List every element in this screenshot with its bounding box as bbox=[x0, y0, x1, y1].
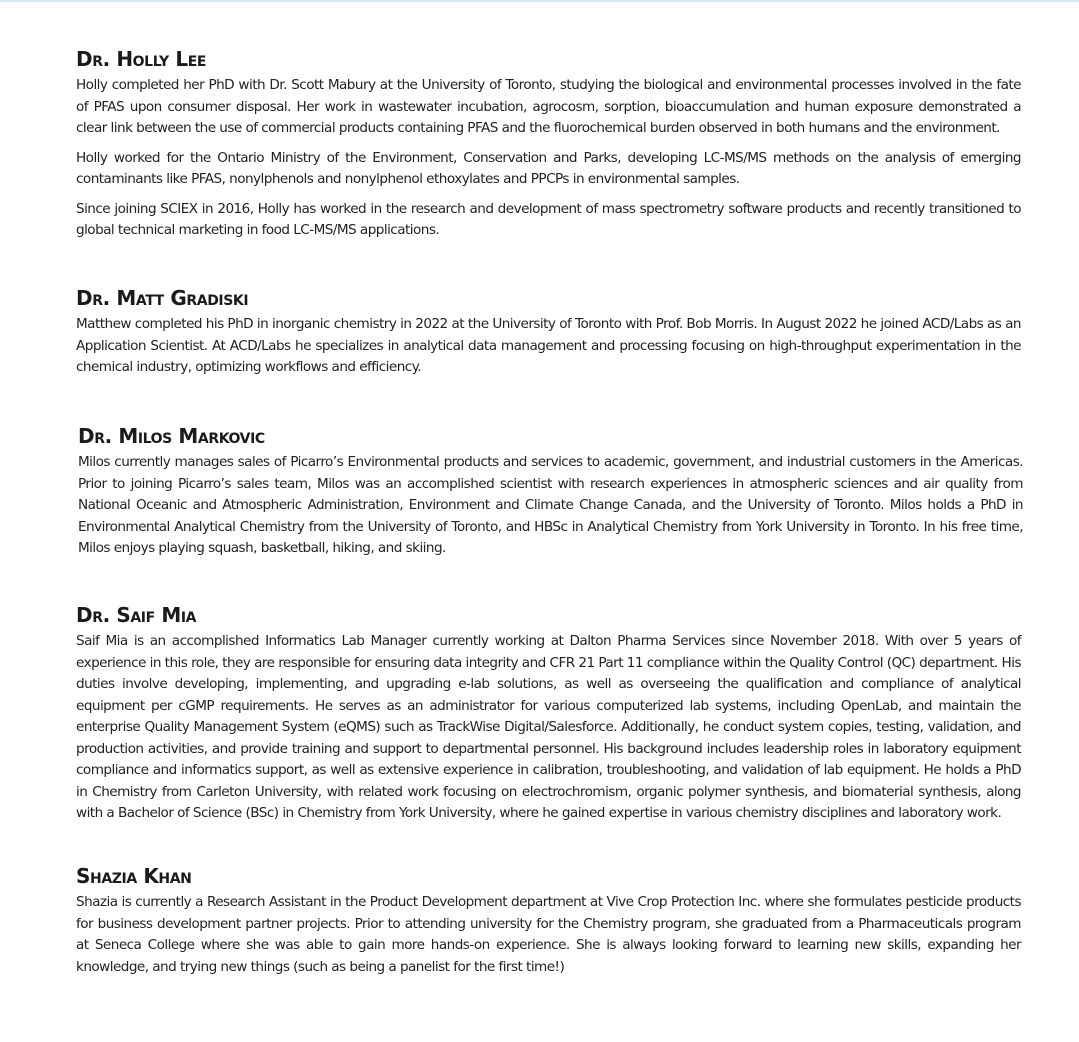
bio-saif-mia bbox=[76, 604, 1021, 833]
bio-paragraph: Saif Mia is an accomplished Informatics Lab Manager currently working at Dalton Pharma Services since November 2018. With over 5 years of experience in this role, they are responsible for ensuring data integrity and CFR 21 Part 11 compliance within the Quality Control (QC) department. His duties involve developing, implementing, and upgrading e-lab solutions, as well as overseeing the qualification and compliance of analytical equipment per cGMP requirements. He serves as an administrator for various computerized lab systems, including OpenLab, and maintain the enterprise Quality Management System (eQMS) such as TrackWise Digital/Salesforce. Additionally, he conduct system copies, testing, validation, and production activities, and provide training and support to departmental personnel. His background includes leadership roles in laboratory equipment compliance and informatics support, as well as extensive experience in calibration, troubleshooting, and validation of lab equipment. He holds a PhD in Chemistry from Carleton University, with related work focusing on electrochromism, organic polymer synthesis, and biomaterial synthesis, along with a Bachelor of Science (BSc) in Chemistry from York University, where he gained expertise in various chemistry disciplines and laboratory work. bbox=[76, 633, 1021, 821]
bio-holly-lee bbox=[76, 48, 1021, 250]
top-divider bbox=[0, 0, 1079, 2]
bio-paragraph: Holly worked for the Ontario Ministry of the Environment, Conservation and Parks, developing LC-MS/MS methods on the analysis of emerging contaminants like PFAS, nonylphenols and nonylphenol ethoxylates and PPCPs in environmental samples. bbox=[76, 149, 1021, 187]
bio-paragraph: Matthew completed his PhD in inorganic chemistry in 2022 at the University of Toronto with Prof. Bob Morris. In August 2022 he joined ACD/Labs as an Application Scientist. At ACD/Labs he specializes in analytical data management and processing focusing on high-throughput experimentation in the chemical industry, optimizing workflows and efficiency. bbox=[76, 316, 1021, 375]
speaker-name: Dr. Milos Markovic bbox=[78, 424, 265, 448]
speaker-name: Dr. Matt Gradiski bbox=[76, 286, 249, 310]
speaker-name: Dr. Holly Lee bbox=[76, 47, 207, 71]
bio-paragraph: Shazia is currently a Research Assistant in the Product Development department at Vive Crop Protection Inc. where she formulates pesticide products for business development partner projects. Prior to attending university for the Chemistry program, she graduated from a Pharmaceuticals program at Seneca College where she was able to gain more hands-on experience. She is always looking forward to learning new skills, expanding her knowledge, and trying new things (such as being a panelist for the first time!) bbox=[76, 894, 1021, 975]
bio-paragraph: Holly completed her PhD with Dr. Scott Mabury at the University of Toronto, studying the biological and environmental processes involved in the fate of PFAS upon consumer disposal. Her work in wastewater incubation, agrocosm, sorption, bioaccumulation and human exposure demonstrated a clear link between the use of commercial products containing PFAS and the fluorochemical burden observed in both humans and the environment. bbox=[76, 77, 1021, 136]
bio-milos-markovic bbox=[78, 425, 1023, 568]
speaker-name: Shazia Khan bbox=[76, 864, 192, 888]
bio-paragraph: Since joining SCIEX in 2016, Holly has worked in the research and development of mass spectrometry software products and recently transitioned to global technical marketing in food LC-MS/MS applications. bbox=[76, 200, 1021, 238]
speaker-name: Dr. Saif Mia bbox=[76, 603, 197, 627]
bio-paragraph: Milos currently manages sales of Picarro’s Environmental products and services to academic, government, and industrial customers in the Americas. Prior to joining Picarro’s sales team, Milos was an accomplished scientist with research experiences in atmospheric sciences and air quality from National Oceanic and Atmospheric Administration, Environment and Climate Change Canada, and the University of Toronto. Milos holds a PhD in Environmental Analytical Chemistry from the University of Toronto, and HBSc in Analytical Chemistry from York University in Toronto. In his free time, Milos enjoys playing squash, basketball, hiking, and skiing. bbox=[78, 454, 1023, 556]
bio-matt-gradiski bbox=[76, 287, 1021, 387]
bio-shazia-khan bbox=[76, 865, 1021, 986]
